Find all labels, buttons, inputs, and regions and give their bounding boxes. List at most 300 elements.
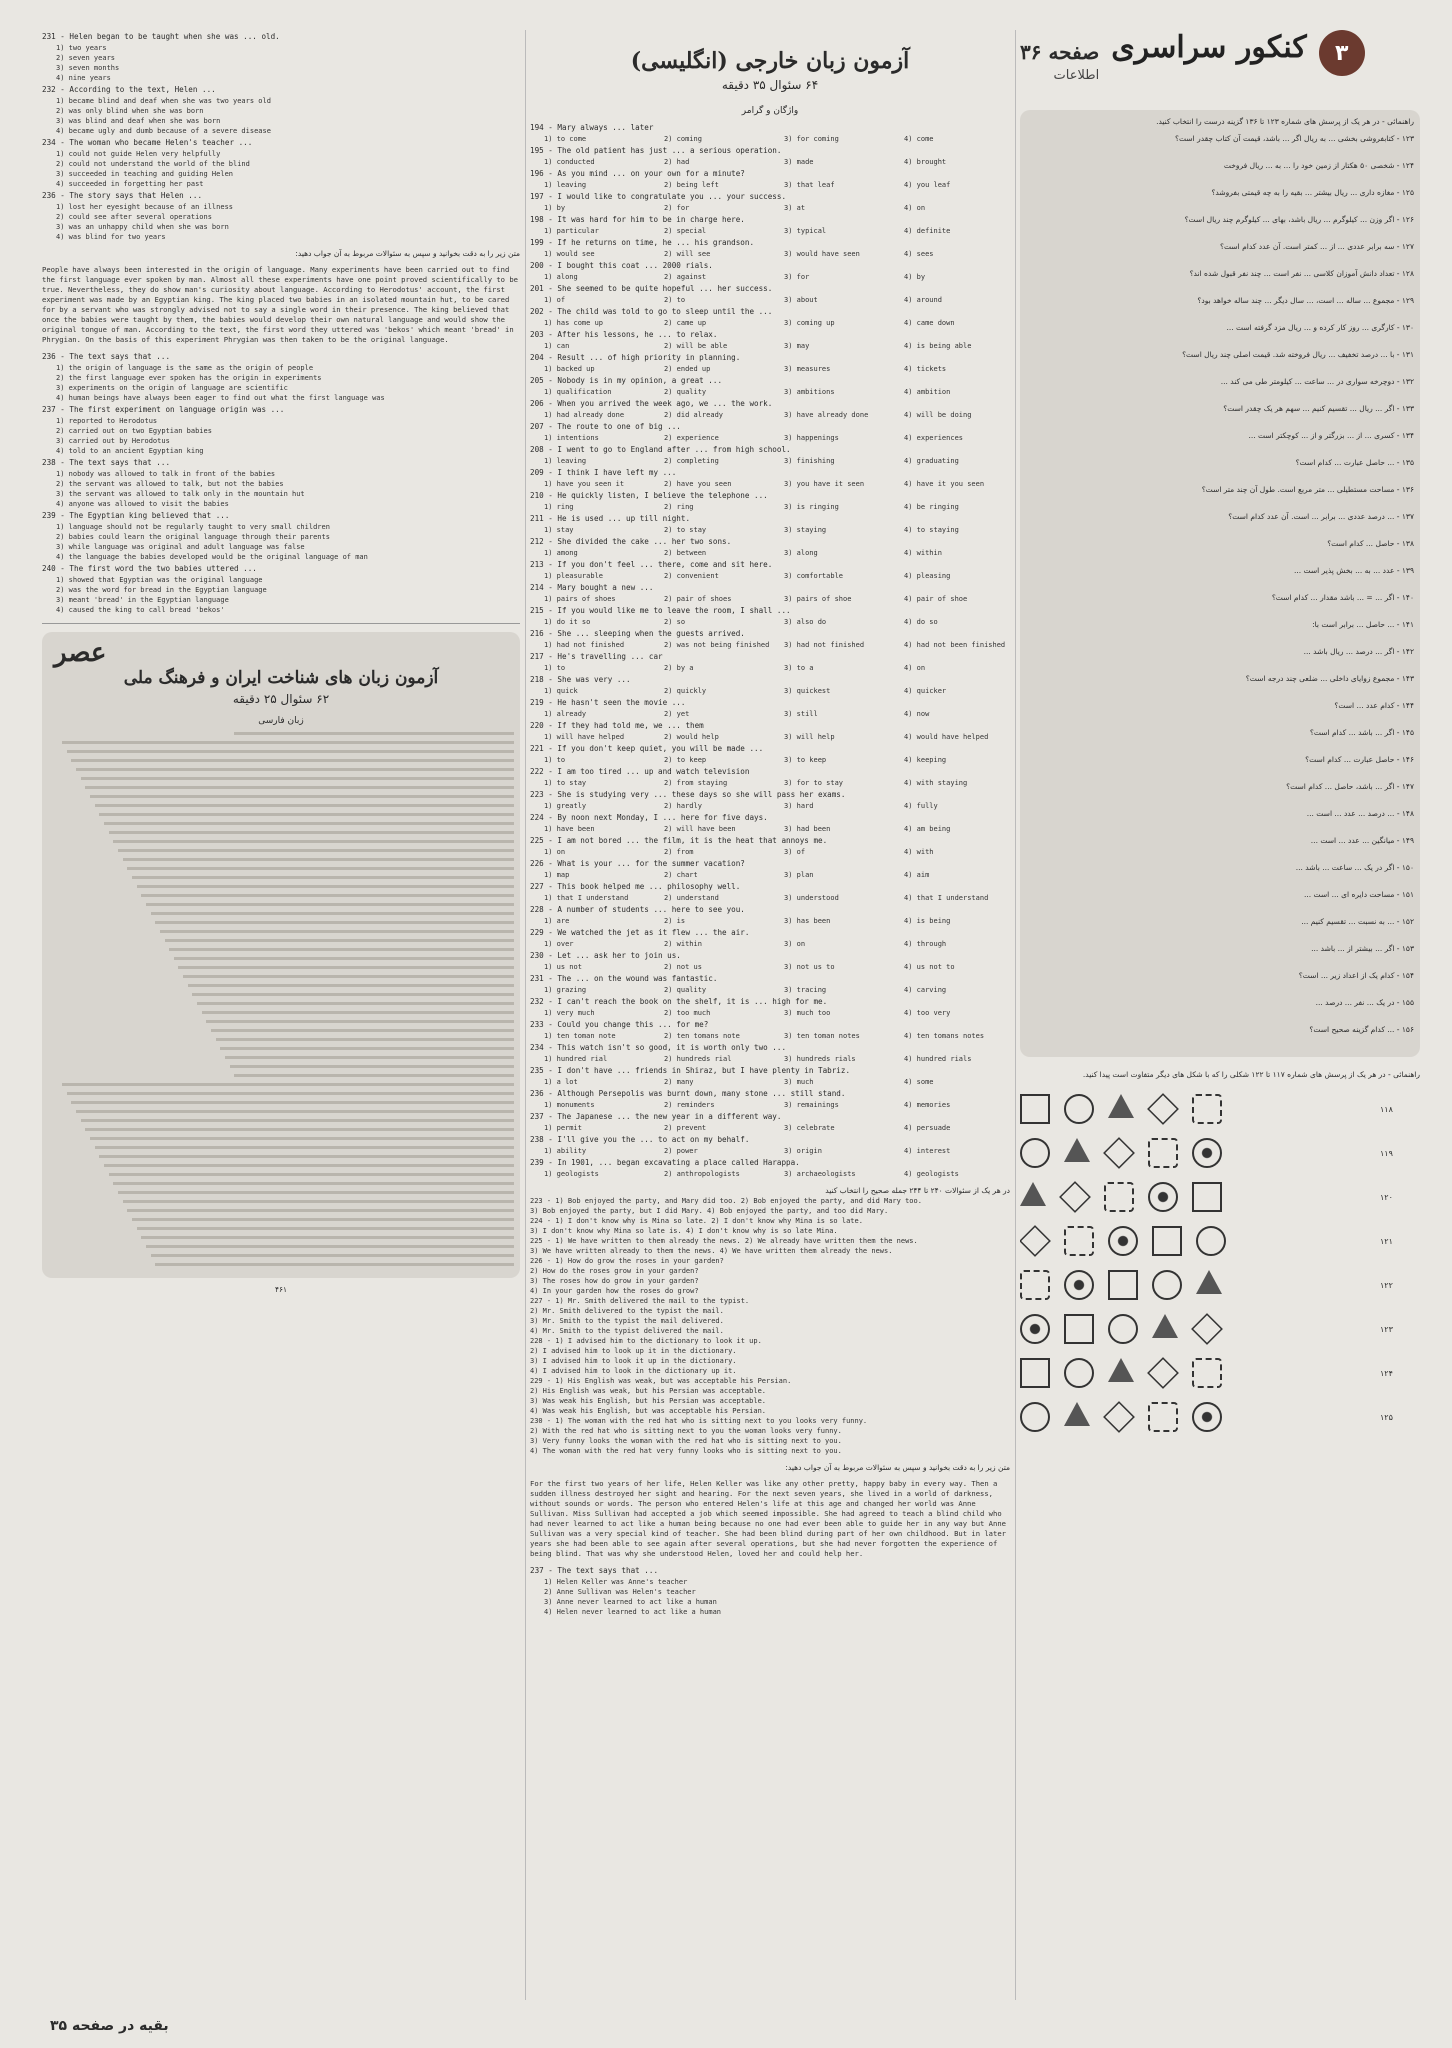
masthead-page [1020,30,1099,83]
text-line [62,1083,514,1086]
answer-option: 4) human beings have always been eager to find out what the first language was [56,394,385,402]
answer-option: 2) being left [664,181,719,189]
answer-option: 4) nine years [56,74,111,82]
text-line [151,912,514,915]
answer-option: 4) succeeded in forgetting her past [56,180,204,188]
masthead-text [1111,30,1307,65]
question-stem: 203 - After his lessons, he ... to relax. [530,330,718,339]
text-line [95,1146,514,1149]
sentence-choice: 223 - 1) Bob enjoyed the party, and Mary did too. 2) Bob enjoyed the party, and did Mary too. [530,1197,922,1205]
math-question: ۱۲۷ - سه برابر عددی ... از ... کمتر است. آن عدد کدام است؟ [1220,242,1414,251]
question-stem: 211 - He is used ... up till night. [530,514,691,523]
sentence-choice: 2) How do the roses grow in your garden? [530,1267,699,1275]
question-stem: 239 - The Egyptian king believed that ... [42,511,230,520]
text-line [67,750,514,753]
text-line [178,966,514,969]
figure-option [1020,1314,1050,1344]
text-line [220,1047,514,1050]
answer-option: 2) was only blind when she was born [56,107,204,115]
answer-option: 4) hundred rials [904,1055,972,1063]
answer-option: 2) between [664,549,707,557]
question-stem: 239 - In 1901, ... began excavating a place called Harappa. [530,1158,800,1167]
figure-option [1020,1225,1051,1257]
text-line [67,1092,514,1095]
answer-option: 2) ended up [664,365,711,373]
answer-option: 3) tracing [784,986,827,994]
sentence-choice: 225 - 1) We have written to them already the news. 2) We already have written them the news. [530,1237,918,1245]
math-question: ۱۴۹ - میانگین ... عدد ... است ... [1310,836,1414,845]
answer-option: 2) hundreds rial [664,1055,732,1063]
answer-option: 1) to come [544,135,587,143]
right-column [1020,30,1420,2010]
figure-row [1020,1138,1420,1168]
text-line [123,1200,514,1203]
answer-option: 3) to keep [784,756,827,764]
question-stem: 195 - The old patient has just ... a serious operation. [530,146,782,155]
sentence-choice: 3) I advised him to look it up in the dictionary. [530,1357,737,1365]
question-stem: 231 - Helen began to be taught when she was ... old. [42,32,280,41]
answer-option: 2) completing [664,457,719,465]
question-stem: 231 - The ... on the wound was fantastic. [530,974,718,983]
answer-option: 2) did already [664,411,724,419]
sentence-choice: 3) Mr. Smith to the typist the mail delivered. [530,1317,724,1325]
answer-option: 1) ability [544,1147,587,1155]
answer-option: 2) so [664,618,686,626]
answer-option: 1) the origin of language is the same as the origin of people [56,364,314,372]
figure-row-number: ۱۲۰ [1380,1192,1393,1202]
text-line [95,804,514,807]
answer-option: 1) leaving [544,457,587,465]
sentence-choice: 224 - 1) I don't know why is Mina so late. 2) I don't know why Mina is so late. [530,1217,863,1225]
figure-option [1064,1358,1094,1388]
answer-option: 2) could see after several operations [56,213,212,221]
answer-option: 4) will be doing [904,411,972,419]
answer-option: 1) stay [544,526,574,534]
answer-option: 4) around [904,296,942,304]
math-question: ۱۲۳ - کتابفروشی بخشی ... به ریال اگر ... باشد، قیمت آن کتاب چقدر است؟ [1174,134,1414,143]
masthead [1020,30,1420,90]
math-question: ۱۲۹ - مجموع ... ساله ... است، ... سال دیگر ... چند ساله خواهد بود؟ [1197,296,1414,305]
figure-option [1148,1138,1178,1168]
answer-option: 3) ambitions [784,388,835,396]
text-line [99,1155,514,1158]
answer-option: 1) lost her eyesight because of an illness [56,203,234,211]
answer-option: 2) chart [664,871,698,879]
text-line [71,1101,514,1104]
answer-option: 4) sees [904,250,934,258]
figure-option [1148,1402,1178,1432]
answer-option: 1) of [544,296,566,304]
answer-option: 1) qualification [544,388,612,396]
math-question: ۱۳۳ - اگر ... ریال ... تقسیم کنیم ... سهم هر یک چقدر است؟ [1223,404,1414,413]
sentence-choice: 4) Mr. Smith to the typist delivered the mail. [530,1327,724,1335]
answer-option: 2) from [664,848,694,856]
answer-option: 4) ambition [904,388,951,396]
answer-option: 1) became blind and deaf when she was two years old [56,97,271,105]
answer-option: 3) coming up [784,319,835,327]
question-stem: 207 - The route to one of big ... [530,422,681,431]
question-stem: 199 - If he returns on time, he ... his grandson. [530,238,755,247]
answer-option: 2) to keep [664,756,707,764]
answer-option: 3) origin [784,1147,822,1155]
figure-option [1020,1182,1046,1206]
page-label: صفحه ۳۶ [1020,40,1100,64]
figure-option [1020,1402,1050,1432]
answer-option: 4) within [904,549,942,557]
answer-option: 4) with staying [904,779,968,787]
answer-option: 4) ten tomans notes [904,1032,985,1040]
answer-option: 4) am being [904,825,951,833]
text-line [141,1236,514,1239]
figure-row [1020,1226,1420,1256]
text-line [132,876,514,879]
figure-row-number: ۱۲۴ [1380,1368,1393,1378]
answer-option: 4) that I understand [904,894,989,902]
answer-option: 2) from staying [664,779,728,787]
left-passage: People have always been interested in the origin of language. Many experiments have been carried out to find the first language ever spoken by man. Almost all these experiments have one point proved scientifically to be true. Nevertheless, they do show man's curiosity about language. According to Herodotus' account, the first experiment was made by an Egyptian king. The king placed two babies in an isolated mountain hut, to be cared for by a servant who was strongly advised not to say a single word in their presence. The king believed that once the babies were taught by them, the babies would develop their own natural language and would show the original tongue of man. According to the text, the first word they uttered was 'bekos' which meant 'bread' in Phrygian. On the basis of this experiment Phrygian was then taken to be the original language. [42,265,518,344]
question-stem: 210 - He quickly listen, I believe the telephone ... [530,491,768,500]
figure-option [1192,1094,1222,1124]
middle-column [530,30,1010,2010]
answer-option: 4) too very [904,1009,951,1017]
english-exam-title: آزمون زبان خارجی (انگلیسی) [630,48,910,74]
answer-option: 4) caused the king to call bread 'bekos' [56,606,225,614]
figure-option [1103,1137,1135,1169]
figure-questions [1020,1094,1420,1432]
publisher-label: اطلاعات [1053,68,1100,83]
question-stem: 198 - It was hard for him to be in charge here. [530,215,745,224]
answer-option: 4) interest [904,1147,951,1155]
answer-option: 1) nobody was allowed to talk in front of the babies [56,470,276,478]
text-line [123,858,514,861]
text-line [165,939,515,942]
answer-option: 4) us not to [904,963,955,971]
answer-option: 1) intentions [544,434,599,442]
figure-row [1020,1270,1420,1300]
answer-option: 1) two years [56,44,107,52]
answer-option: 3) experiments on the origin of language are scientific [56,384,288,392]
answer-option: 2) reminders [664,1101,715,1109]
question-stem: 237 - The Japanese ... the new year in a different way. [530,1112,782,1121]
text-line [76,1110,514,1113]
answer-option: 1) had not finished [544,641,625,649]
question-stem: 222 - I am too tired ... up and watch television [530,767,750,776]
answer-option: 3) on [784,940,806,948]
figure-row [1020,1094,1420,1124]
answer-option: 4) you leaf [904,181,951,189]
asr-section-title: زبان فارسی [258,716,304,726]
answer-option: 4) would have helped [904,733,989,741]
text-line [113,1182,514,1185]
answer-option: 2) the first language ever spoken has the origin in experiments [56,374,322,382]
figure-row [1020,1182,1420,1212]
answer-option: 3) that leaf [784,181,835,189]
question-stem: 237 - The first experiment on language origin was ... [42,405,285,414]
sentence-choice: 3) Very funny looks the woman with the red hat who is sitting next to you. [530,1437,842,1445]
figure-option [1192,1138,1222,1168]
math-question: ۱۴۲ - اگر ... درصد ... ریال باشد ... [1303,647,1414,656]
question-stem: 236 - The story says that Helen ... [42,191,203,200]
figure-option [1196,1270,1222,1294]
text-line [192,993,514,996]
question-stem: 226 - What is your ... for the summer vacation? [530,859,745,868]
figure-option [1064,1226,1094,1256]
sentence-choice: 2) I advised him to look up it in the dictionary. [530,1347,737,1355]
math-question: ۱۵۲ - ... به نسبت ... تقسیم کنیم ... [1301,917,1414,926]
column-rule [525,30,526,2000]
answer-option: 3) quickest [784,687,831,695]
answer-option: 1) along [544,273,578,281]
answer-option: 1) grazing [544,986,587,994]
figure-row-number: ۱۲۵ [1380,1412,1393,1422]
math-question: ۱۴۸ - ... درصد ... عدد ... است ... [1306,809,1414,818]
answer-option: 1) on [544,848,566,856]
answer-option: 2) babies could learn the original language through their parents [56,533,330,541]
figure-option [1020,1270,1050,1300]
sentence-choice: 4) The woman with the red hat very funny looks who is sitting next to you. [530,1447,842,1455]
answer-option: 3) comfortable [784,572,844,580]
answer-option: 1) pairs of shoes [544,595,616,603]
figure-row [1020,1402,1420,1432]
text-line [137,885,514,888]
figure-option [1064,1402,1090,1426]
math-question: ۱۳۷ - ... درصد عددی ... برابر ... است. آن عدد کدام است؟ [1228,512,1414,521]
answer-option: 3) at [784,204,806,212]
text-line [118,1191,514,1194]
text-line [62,741,514,744]
answer-option: 3) about [784,296,818,304]
answer-option: 1) leaving [544,181,587,189]
answer-option: 2) by a [664,664,694,672]
answer-option: 3) was an unhappy child when she was born [56,223,229,231]
text-line [141,894,514,897]
figure-option [1192,1402,1222,1432]
figure-option [1103,1401,1135,1433]
english-section-title: واژگان و گرامر [741,106,799,116]
text-line [169,948,514,951]
figure-option [1152,1226,1182,1256]
math-question: ۱۳۴ - کسری ... از ... بزرگتر و از ... کوچکتر است ... [1248,431,1414,440]
text-line [104,1164,514,1167]
question-stem: 205 - Nobody is in my opinion, a great ... [530,376,723,385]
figure-option [1064,1314,1094,1344]
answer-option: 4) graduating [904,457,959,465]
answer-option: 1) Helen Keller was Anne's teacher [544,1578,688,1586]
text-line [197,1002,514,1005]
figure-row-number: ۱۲۱ [1380,1236,1393,1246]
question-stem: 217 - He's travelling ... car [530,652,663,661]
math-question: ۱۲۴ - شخصی ۵۰ هکتار از زمین خود را ... به ... ریال فروخت [1223,161,1414,170]
answer-option: 1) very much [544,1009,595,1017]
question-stem: 215 - If you would like me to leave the room, I shall ... [530,606,791,615]
question-stem: 216 - She ... sleeping when the guests arrived. [530,629,745,638]
text-line [76,768,514,771]
answer-option: 3) will help [784,733,835,741]
sentence-choices [530,1196,1010,1456]
answer-option: 3) of [784,848,806,856]
answer-option: 2) ring [664,503,694,511]
question-stem: 236 - The text says that ... [42,352,171,361]
figure-row [1020,1314,1420,1344]
answer-option: 3) the servant was allowed to talk only in the mountain hut [56,490,305,498]
answer-option: 1) greatly [544,802,587,810]
answer-option: 1) do it so [544,618,591,626]
answer-option: 3) pairs of shoe [784,595,852,603]
answer-option: 2) would help [664,733,719,741]
text-line [127,867,514,870]
question-stem: 218 - She was very ... [530,675,631,684]
answer-option: 4) definite [904,227,951,235]
answer-option: 4) come [904,135,934,143]
answer-option: 3) much too [784,1009,831,1017]
answer-option: 4) was blind for two years [56,233,166,241]
text-line [104,822,514,825]
answer-option: 4) quicker [904,687,947,695]
asr-title: آزمون زبان های شناخت ایران و فرهنگ ملی [123,668,439,688]
math-question: ۱۳۰ - کارگری ... روز کار کرده و ... ریال مزد گرفته است ... [1226,323,1414,332]
figure-option [1020,1358,1050,1388]
answer-option: 3) made [784,158,814,166]
column-rule [1015,30,1016,2000]
sentence-choice: 3) Bob enjoyed the party, but I did Mary. 4) Bob enjoyed the party, and too did Mary. [530,1207,889,1215]
figure-option [1108,1226,1138,1256]
answer-option: 2) quality [664,986,707,994]
answer-option: 3) while language was original and adult language was false [56,543,305,551]
answer-option: 4) anyone was allowed to visit the babies [56,500,229,508]
answer-option: 3) measures [784,365,831,373]
text-line [118,849,514,852]
question-stem: 197 - I would like to congratulate you ... your success. [530,192,787,201]
left-questions [42,31,520,242]
answer-option: 2) came up [664,319,707,327]
answer-option: 1) ten toman note [544,1032,616,1040]
answer-option: 4) carving [904,986,947,994]
figure-option [1108,1094,1134,1118]
question-stem: 240 - The first word the two babies uttered ... [42,564,257,573]
text-line [225,1056,514,1059]
text-line [206,1020,514,1023]
answer-option: 2) quality [664,388,707,396]
figure-option [1064,1094,1094,1124]
answer-option: 4) on [904,664,926,672]
figure-option [1059,1181,1091,1213]
text-line [230,1065,514,1068]
math-question: ۱۴۷ - اگر ... باشد، حاصل ... کدام است؟ [1286,782,1414,791]
text-line [146,1245,514,1248]
answer-option: 1) conducted [544,158,595,166]
answer-option: 2) had [664,158,690,166]
answer-option: 2) will see [664,250,711,258]
answer-option: 3) along [784,549,818,557]
answer-option: 1) has come up [544,319,604,327]
figure-row-number: ۱۱۸ [1380,1104,1393,1114]
question-stem: 234 - This watch isn't so good, it is worth only two ... [530,1043,787,1052]
figure-option [1064,1270,1094,1300]
answer-option: 2) not us [664,963,702,971]
figure-option [1064,1138,1090,1162]
figure-option [1152,1314,1178,1338]
text-line [90,1137,514,1140]
left-column [42,30,520,2010]
text-line [71,759,514,762]
answer-option: 2) to [664,296,686,304]
answer-option: 1) that I understand [544,894,629,902]
answer-option: 4) now [904,710,930,718]
question-stem: 233 - Could you change this ... for me? [530,1020,709,1029]
math-question: ۱۵۶ - ... کدام گزینه صحیح است؟ [1309,1025,1414,1034]
answer-option: 4) experiences [904,434,964,442]
answer-option: 1) backed up [544,365,595,373]
math-question: ۱۲۸ - تعداد دانش آموزان کلاسی ... نفر است ... چند نفر قبول شده اند؟ [1189,269,1414,278]
math-question: ۱۴۰ - اگر ... = ... باشد مقدار ... کدام است؟ [1271,593,1414,602]
sentence-choice: 4) In your garden how the roses do grow? [530,1287,699,1295]
answer-option: 3) is ringing [784,503,839,511]
answer-option: 4) is being [904,917,951,925]
answer-option: 1) by [544,204,566,212]
answer-option: 1) a lot [544,1078,578,1086]
text-line [155,1263,514,1266]
answer-option: 4) came down [904,319,955,327]
sentence-choice: 3) Was weak his English, but his Persian was acceptable. [530,1397,767,1405]
answer-option: 4) through [904,940,947,948]
sentence-choice: 229 - 1) His English was weak, but was acceptable his Persian. [530,1377,792,1385]
answer-option: 1) particular [544,227,599,235]
question-stem: 201 - She seemed to be quite hopeful ... her success. [530,284,773,293]
passage-questions [530,1565,1010,1617]
text-line [90,795,514,798]
text-line [132,1218,514,1221]
text-line [85,1128,514,1131]
answer-option: 3) still [784,710,818,718]
answer-option: 2) against [664,273,707,281]
answer-option: 4) have it you seen [904,480,985,488]
answer-option: 1) to [544,664,566,672]
question-stem: 212 - She divided the cake ... her two sons. [530,537,732,546]
answer-option: 2) will be able [664,342,728,350]
answer-option: 3) hundreds rials [784,1055,856,1063]
figure-option [1152,1270,1182,1300]
answer-option: 3) staying [784,526,827,534]
sentence-choice: 230 - 1) The woman with the red hat who is sitting next to you looks very funny. [530,1417,868,1425]
text-line [109,831,514,834]
answer-option: 2) many [664,1078,694,1086]
answer-option: 4) with [904,848,934,856]
question-stem: 202 - The child was told to go to sleep until the ... [530,307,773,316]
figure-option [1108,1314,1138,1344]
answer-option: 3) also do [784,618,827,626]
left-questions-2 [42,351,520,615]
reading-passage: For the first two years of her life, Helen Keller was like any other pretty, happy baby in every way. Then a sudden illness destroyed her sight and hearing. For the next seven years, she lived in a world of darkness, without sounds or words. The person who entered Helen's life at this age and changed her world was Anne Sullivan. Miss Sullivan had accepted a job which seemed impossible. She had agreed to teach a blind child who had never learned to act like a human being because no one had ever been able to guide her in any way but Anne Sullivan was a very special kind of teacher. She had been blind during part of her own childhood. But in later years she had been able to see again after several operations, but she had never forgotten the experience of being blind. That was why she understood Helen, loved her and could help her. [530,1479,1006,1558]
left-passage-title: متن زیر را به دقت بخوانید و سپس به سئوالات مربوط به آن جواب دهید: [295,249,520,258]
answer-option: 1) are [544,917,570,925]
sentence-choice: 4) Was weak his English, but was acceptable his Persian. [530,1407,767,1415]
text-line [81,1119,514,1122]
answer-option: 3) you have it seen [784,480,865,488]
middle-questions [530,122,1010,1179]
answer-option: 3) carried out by Herodotus [56,437,170,445]
question-stem: 225 - I am not bored ... the film, it is the heat that annoys me. [530,836,828,845]
answer-option: 3) remainings [784,1101,839,1109]
answer-option: 2) special [664,227,707,235]
answer-option: 3) to a [784,664,814,672]
math-question: ۱۵۱ - مساحت دایره ای ... است ... [1303,890,1414,899]
figure-option [1108,1358,1134,1382]
answer-option: 4) pair of shoe [904,595,968,603]
figure-option [1191,1313,1223,1345]
asr-section [42,632,520,1278]
answer-option: 3) much [784,1078,814,1086]
answer-option: 2) hardly [664,802,702,810]
